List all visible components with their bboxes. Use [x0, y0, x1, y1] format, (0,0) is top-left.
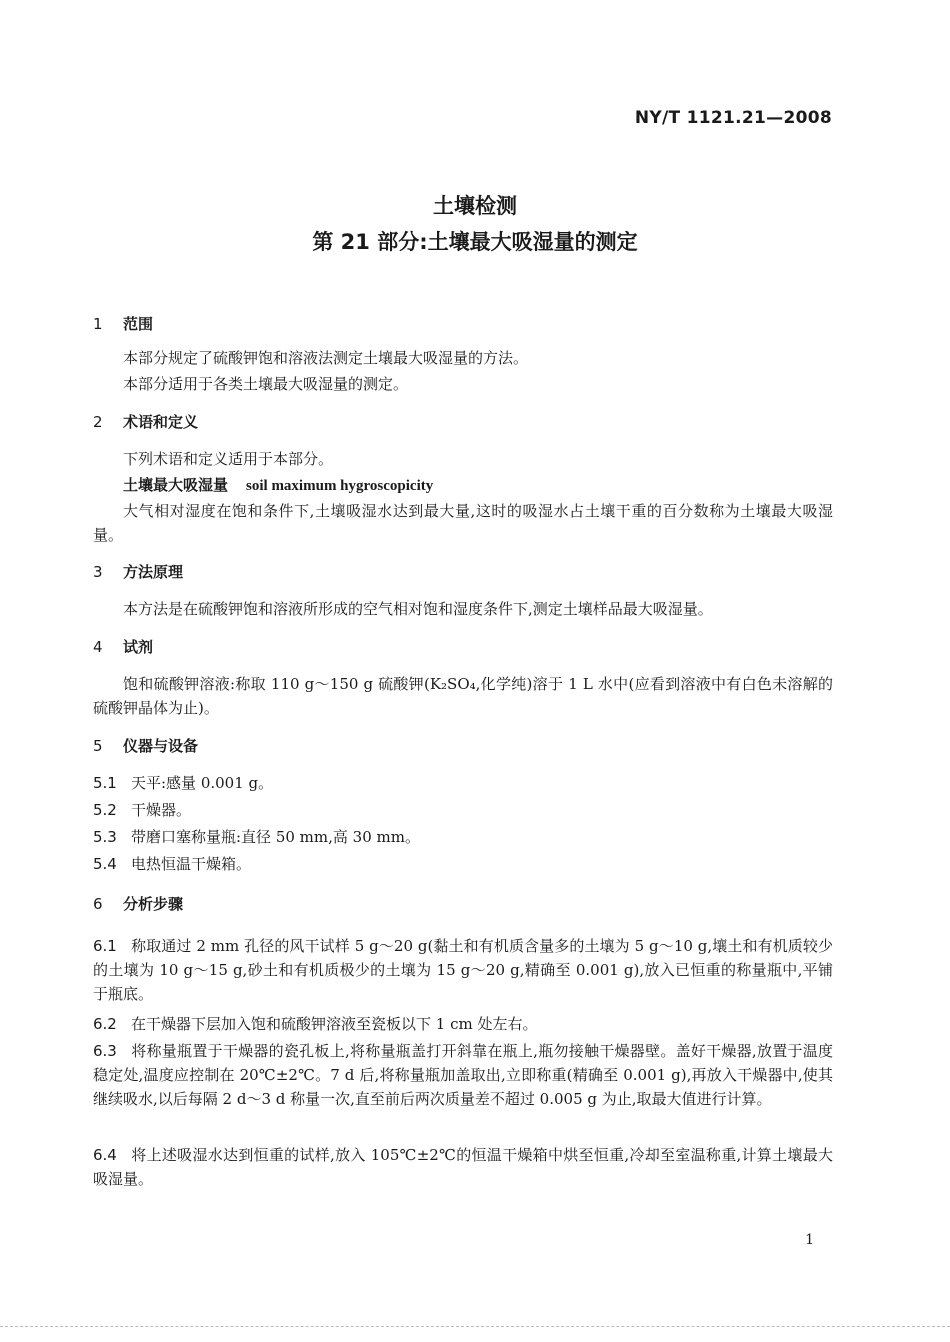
standard-code: NY/T 1121.21—2008: [634, 108, 832, 128]
clause-6-4: [93, 1143, 833, 1191]
clause-number: 5.2: [93, 801, 117, 819]
section-6-heading: [93, 893, 183, 914]
clause-5-2: [93, 798, 833, 822]
clause-number: 6.1: [93, 937, 117, 955]
page-number: 1: [805, 1232, 814, 1248]
clause-text: 带磨口塞称量瓶:直径 50 mm,高 30 mm。: [131, 828, 420, 846]
clause-text: 称取通过 2 mm 孔径的风干试样 5 g～20 g(黏土和有机质含量多的土壤为 5 g～10 g,壤土和有机质较少的土壤为 10 g～15 g,砂土和有机质极少的土壤为 15 g～20 g,精确至 0.001 g),放入已恒重的称量瓶中,平铺于瓶底。: [93, 937, 833, 1003]
title-main: 土壤检测: [433, 194, 517, 218]
section-3-heading: [93, 561, 183, 582]
clause-text: 将称量瓶置于干燥器的瓷孔板上,将称量瓶盖打开斜靠在瓶上,瓶勿接触干燥器壁。盖好干燥器,放置于温度稳定处,温度应控制在 20℃±2℃。7 d 后,将称量瓶加盖取出,立即称重(精确至 0.001 g),再放入干燥器中,使其继续吸水,以后每隔 2 d～3 d 称量一次,直至前后两次质量差不超过 0.005 g 为止,取最大值进行计算。: [93, 1042, 833, 1108]
section-4-heading: [93, 636, 153, 657]
clause-text: 干燥器。: [131, 801, 192, 819]
term-chinese: 土壤最大吸湿量: [123, 476, 229, 494]
section-5-heading: [93, 735, 198, 756]
section-title: 方法原理: [123, 563, 184, 581]
section-title: 试剂: [123, 638, 154, 656]
clause-6-2: [93, 1012, 833, 1036]
paragraph: 下列术语和定义适用于本部分。: [123, 450, 334, 468]
paragraph: 本方法是在硫酸钾饱和溶液所形成的空气相对饱和湿度条件下,测定土壤样品最大吸湿量。: [123, 600, 713, 618]
clause-number: 5.4: [93, 855, 117, 873]
section-title: 仪器与设备: [123, 737, 199, 755]
section-number: 6: [93, 895, 103, 913]
paragraph: 本部分规定了硫酸钾饱和溶液法测定土壤最大吸湿量的方法。: [123, 349, 529, 367]
clause-5-4: [93, 852, 833, 876]
clause-text: 将上述吸湿水达到恒重的试样,放入 105℃±2℃的恒温干燥箱中烘至恒重,冷却至室温称重,计算土壤最大吸湿量。: [93, 1146, 833, 1188]
clause-number: 5.3: [93, 828, 117, 846]
title-sub: 第 21 部分:土壤最大吸湿量的测定: [312, 230, 638, 254]
paragraph: 本部分适用于各类土壤最大吸湿量的测定。: [123, 375, 409, 393]
clause-5-3: [93, 825, 833, 849]
term-definition: 大气相对湿度在饱和条件下,土壤吸湿水达到最大量,这时的吸湿水占土壤干重的百分数称为土壤最大吸湿量。: [93, 502, 833, 544]
term-entry: [123, 473, 833, 498]
section-1-heading: [93, 313, 153, 334]
section-number: 4: [93, 638, 103, 656]
clause-5-1: [93, 771, 833, 795]
clause-number: 6.3: [93, 1042, 117, 1060]
clause-number: 5.1: [93, 774, 117, 792]
clause-6-3: [93, 1039, 833, 1111]
paragraph: 饱和硫酸钾溶液:称取 110 g～150 g 硫酸钾(K₂SO₄,化学纯)溶于 1 L 水中(应看到溶液中有白色未溶解的硫酸钾晶体为止)。: [93, 675, 833, 717]
clause-number: 6.2: [93, 1015, 117, 1033]
bottom-divider: [0, 1326, 950, 1327]
clause-text: 在干燥器下层加入饱和硫酸钾溶液至瓷板以下 1 cm 处左右。: [131, 1015, 538, 1033]
clause-text: 天平:感量 0.001 g。: [131, 774, 274, 792]
section-number: 5: [93, 737, 103, 755]
section-title: 分析步骤: [123, 895, 184, 913]
section-number: 1: [93, 315, 103, 333]
clause-text: 电热恒温干燥箱。: [131, 855, 252, 873]
section-2-heading: [93, 411, 198, 432]
section-title: 范围: [123, 315, 154, 333]
section-number: 2: [93, 413, 103, 431]
term-english: soil maximum hygroscopicity: [246, 478, 434, 494]
section-title: 术语和定义: [123, 413, 199, 431]
clause-number: 6.4: [93, 1146, 117, 1164]
section-number: 3: [93, 563, 103, 581]
clause-6-1: [93, 934, 833, 1006]
